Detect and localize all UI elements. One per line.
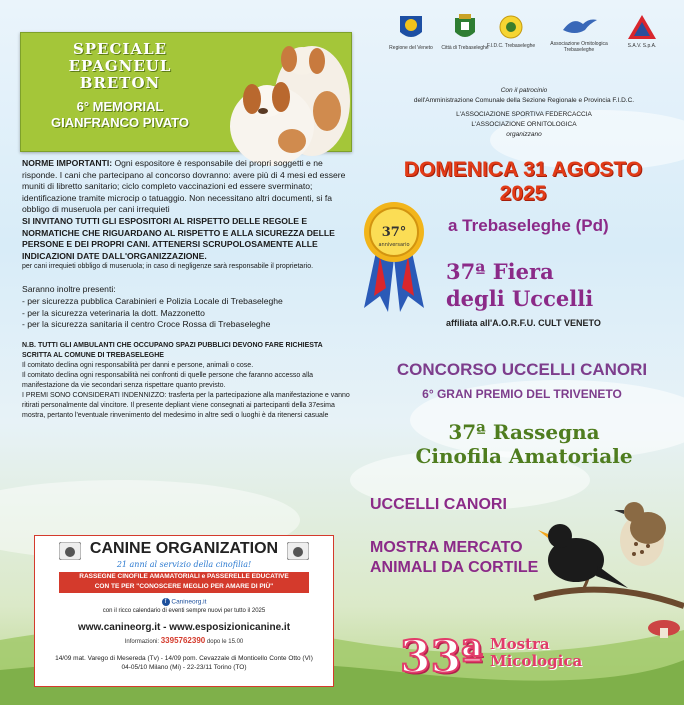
mycology-title (490, 636, 582, 670)
memorial-line-1: 6° MEMORIAL (76, 99, 164, 114)
canine-banner-line-1: RASSEGNE CINOFILE AMAMATORIALI e PASSERELLE EDUCATIVE (79, 573, 289, 580)
anniversary-label: anniversario (378, 242, 410, 248)
logo-citta-trebaseleghe: Città di Trebaseleghe (438, 14, 492, 51)
event-date: DOMENICA 31 AGOSTO 2025 (403, 158, 643, 205)
sav-triangle-icon (627, 14, 657, 40)
rassegna-line-2: Cinofila Amatoriale (415, 444, 633, 468)
mostra-line-2: ANIMALI DA CORTILE (370, 559, 539, 576)
patronage-block (384, 86, 664, 140)
events-line-2: 04-05/10 Milano (Mi) - 22-23/11 Torino (TO) (121, 664, 247, 671)
uccelli-canori-label: UCCELLI CANORI (370, 496, 507, 513)
rules-text-block (22, 158, 352, 421)
fiera-line-2: degli Uccelli (446, 286, 594, 311)
patronage-line-1: Con il patrocinio (500, 87, 548, 94)
fiera-title (446, 258, 593, 312)
patronage-line-4: L'ASSOCIAZIONE ORNITOLOGICA (471, 121, 577, 128)
events-line-1: 14/09 mat. Varego di Mesereda (Tv) - 14/09 pom. Cevazzale di Monticello Conte Otto (VI) (55, 655, 313, 662)
fiera-line-1: 37ª Fiera (446, 259, 554, 284)
canine-red-banner (59, 572, 309, 593)
disclaimer-2: Il comitato declina ogni responsabilità nei confronti di quelle persone che faranno accesso alla manifestazione da vie secondari senza rispettare quanto previsto. (22, 371, 314, 389)
rules-muzzle: per cani irrequieti obbligo di museruola; in caso di negligenze sarà responsabile il proprietario. (22, 263, 314, 271)
mycology-line-2: Micologica (490, 652, 583, 670)
rassegna-title (374, 420, 674, 468)
birds-on-branch-image (524, 488, 684, 638)
patronage-line-5: organizzano (506, 131, 542, 138)
facebook-link[interactable]: f Canineorg.it (35, 598, 333, 606)
present-item-1: - per sicurezza pubblica Carabinieri e Polizia Locale di Trebaseleghe (22, 295, 283, 306)
memorial-text (45, 99, 195, 131)
website-links[interactable]: www.canineorg.it - www.esposizionicanine.it (77, 622, 291, 633)
canine-banner-line-2: CON TE PER "CONOSCERE MEGLIO PER AMARE DI PIÙ" (94, 583, 274, 590)
phone-number[interactable]: 3395762390 (160, 636, 206, 645)
present-intro: Saranno inoltre presenti: (22, 284, 116, 295)
rules-warning: SI INVITANO TUTTI GLI ESPOSITORI AL RISPETTO DELLE REGOLE E NORMATICHE CHE RIGUARDANO AL RISPETTO E ALLA SICUREZZA DELLE PERSONE E DEI PROPRI CANI. ATTENERSI SCRUPOLOSAMENTE ALLE INDICAZIONI DATE DALL'ORGANIZZAZIONE. (22, 215, 335, 261)
banner-title: SPECIALE EPAGNEUL BRETON (68, 40, 172, 92)
rules-heading: NORME IMPORTANTI: (22, 158, 113, 168)
city-crest-icon (453, 14, 477, 42)
present-item-3: - per la sicurezza sanitaria il centro Croce Rossa di Trebaseleghe (22, 319, 271, 330)
logo-fidc: F.I.D.C. Trebaseleghe (484, 14, 538, 49)
disclaimer-1: Il comitato declina ogni responsabilità per danni e persone, animali o cose. (22, 361, 254, 369)
nb-notice: N.B. TUTTI GLI AMBULANTI CHE OCCUPANO SPAZI PUBBLICI DEVONO FARE RICHIESTA SCRITTA AL COMUNE DI TREBASELEGHE (22, 341, 323, 359)
logo-sav: S.A.V. S.p.A. (614, 14, 670, 49)
mostra-line-1: MOSTRA MERCATO (370, 539, 523, 556)
prizes-notice: I PREMI SONO CONSIDERATI INDENNIZZO: trasferta per la partecipazione alla manifestazione e vanno ritirati personalmente dal vincitore. Il presente depliant viene consegnati ai partecipanti della 37esima mostra, pertanto l'eventuale rinvenimento del medesimo in altre sedi o luoghi è da ritenersi casuale (22, 391, 350, 419)
bird-logo-icon (559, 14, 599, 38)
mycology-number: 33ª (400, 632, 483, 683)
breton-dogs-image (217, 41, 367, 169)
logo-ornitologica: Associazione Ornitologica Trebaseleghe (546, 14, 612, 53)
mostra-mercato-label (370, 538, 538, 578)
patronage-line-2: dell'Amministrazione Comunale della Sezione Regionale e Provincia F.I.D.C. (413, 97, 635, 104)
mycology-line-1: Mostra (490, 635, 550, 653)
facebook-icon: f (162, 598, 170, 606)
concorso-title: CONCORSO UCCELLI CANORI (396, 360, 648, 379)
special-epagneul-banner (20, 32, 352, 152)
lion-crest-icon (398, 14, 424, 42)
rassegna-line-1: 37ª Rassegna (448, 420, 600, 444)
canine-organization-ad (34, 535, 334, 687)
calendar-note: con il ricco calendario di eventi sempre nuovi per tutto il 2025 (102, 608, 266, 614)
affiliation-text: affiliata all'A.O.R.F.U. CULT VENETO (446, 318, 601, 328)
fidc-badge-icon (498, 14, 524, 40)
canine-subtitle: 21 anni al servizio della cinofilia! (116, 560, 252, 569)
patronage-line-3: L'ASSOCIAZIONE SPORTIVA FEDERCACCIA (456, 111, 592, 118)
upcoming-events (35, 654, 333, 672)
rules-body: Ogni espositore è responsabile dei propri soggetti e ne risponde. I cani che partecipano al concorso dovranno: avere più di 4 mesi ed essere muniti di libretto sanitario; ciclo completo vaccinazioni ed essere sverminato; identificazione tramite microcip o tatuaggio. Non necessitano altri documenti, si fa obbligo di museruola per cani irrequieti (22, 158, 346, 215)
present-item-2: - per la sicurezza veterinaria la dott. Mazzonetto (22, 307, 205, 318)
memorial-line-2: GIANFRANCO PIVATO (51, 115, 189, 130)
anniversary-number: 37° (381, 225, 407, 240)
anniversary-rosette-icon (358, 196, 430, 314)
gran-premio-text: 6° GRAN PREMIO DEL TRIVENETO (422, 387, 622, 401)
info-line: Informazioni: 3395762390 dopo le 15.00 (124, 636, 244, 645)
canine-title: CANINE ORGANIZATION (89, 540, 279, 557)
logo-regione-veneto: Regione del Veneto (384, 14, 438, 51)
event-place: a Trebaseleghe (Pd) (448, 216, 609, 235)
